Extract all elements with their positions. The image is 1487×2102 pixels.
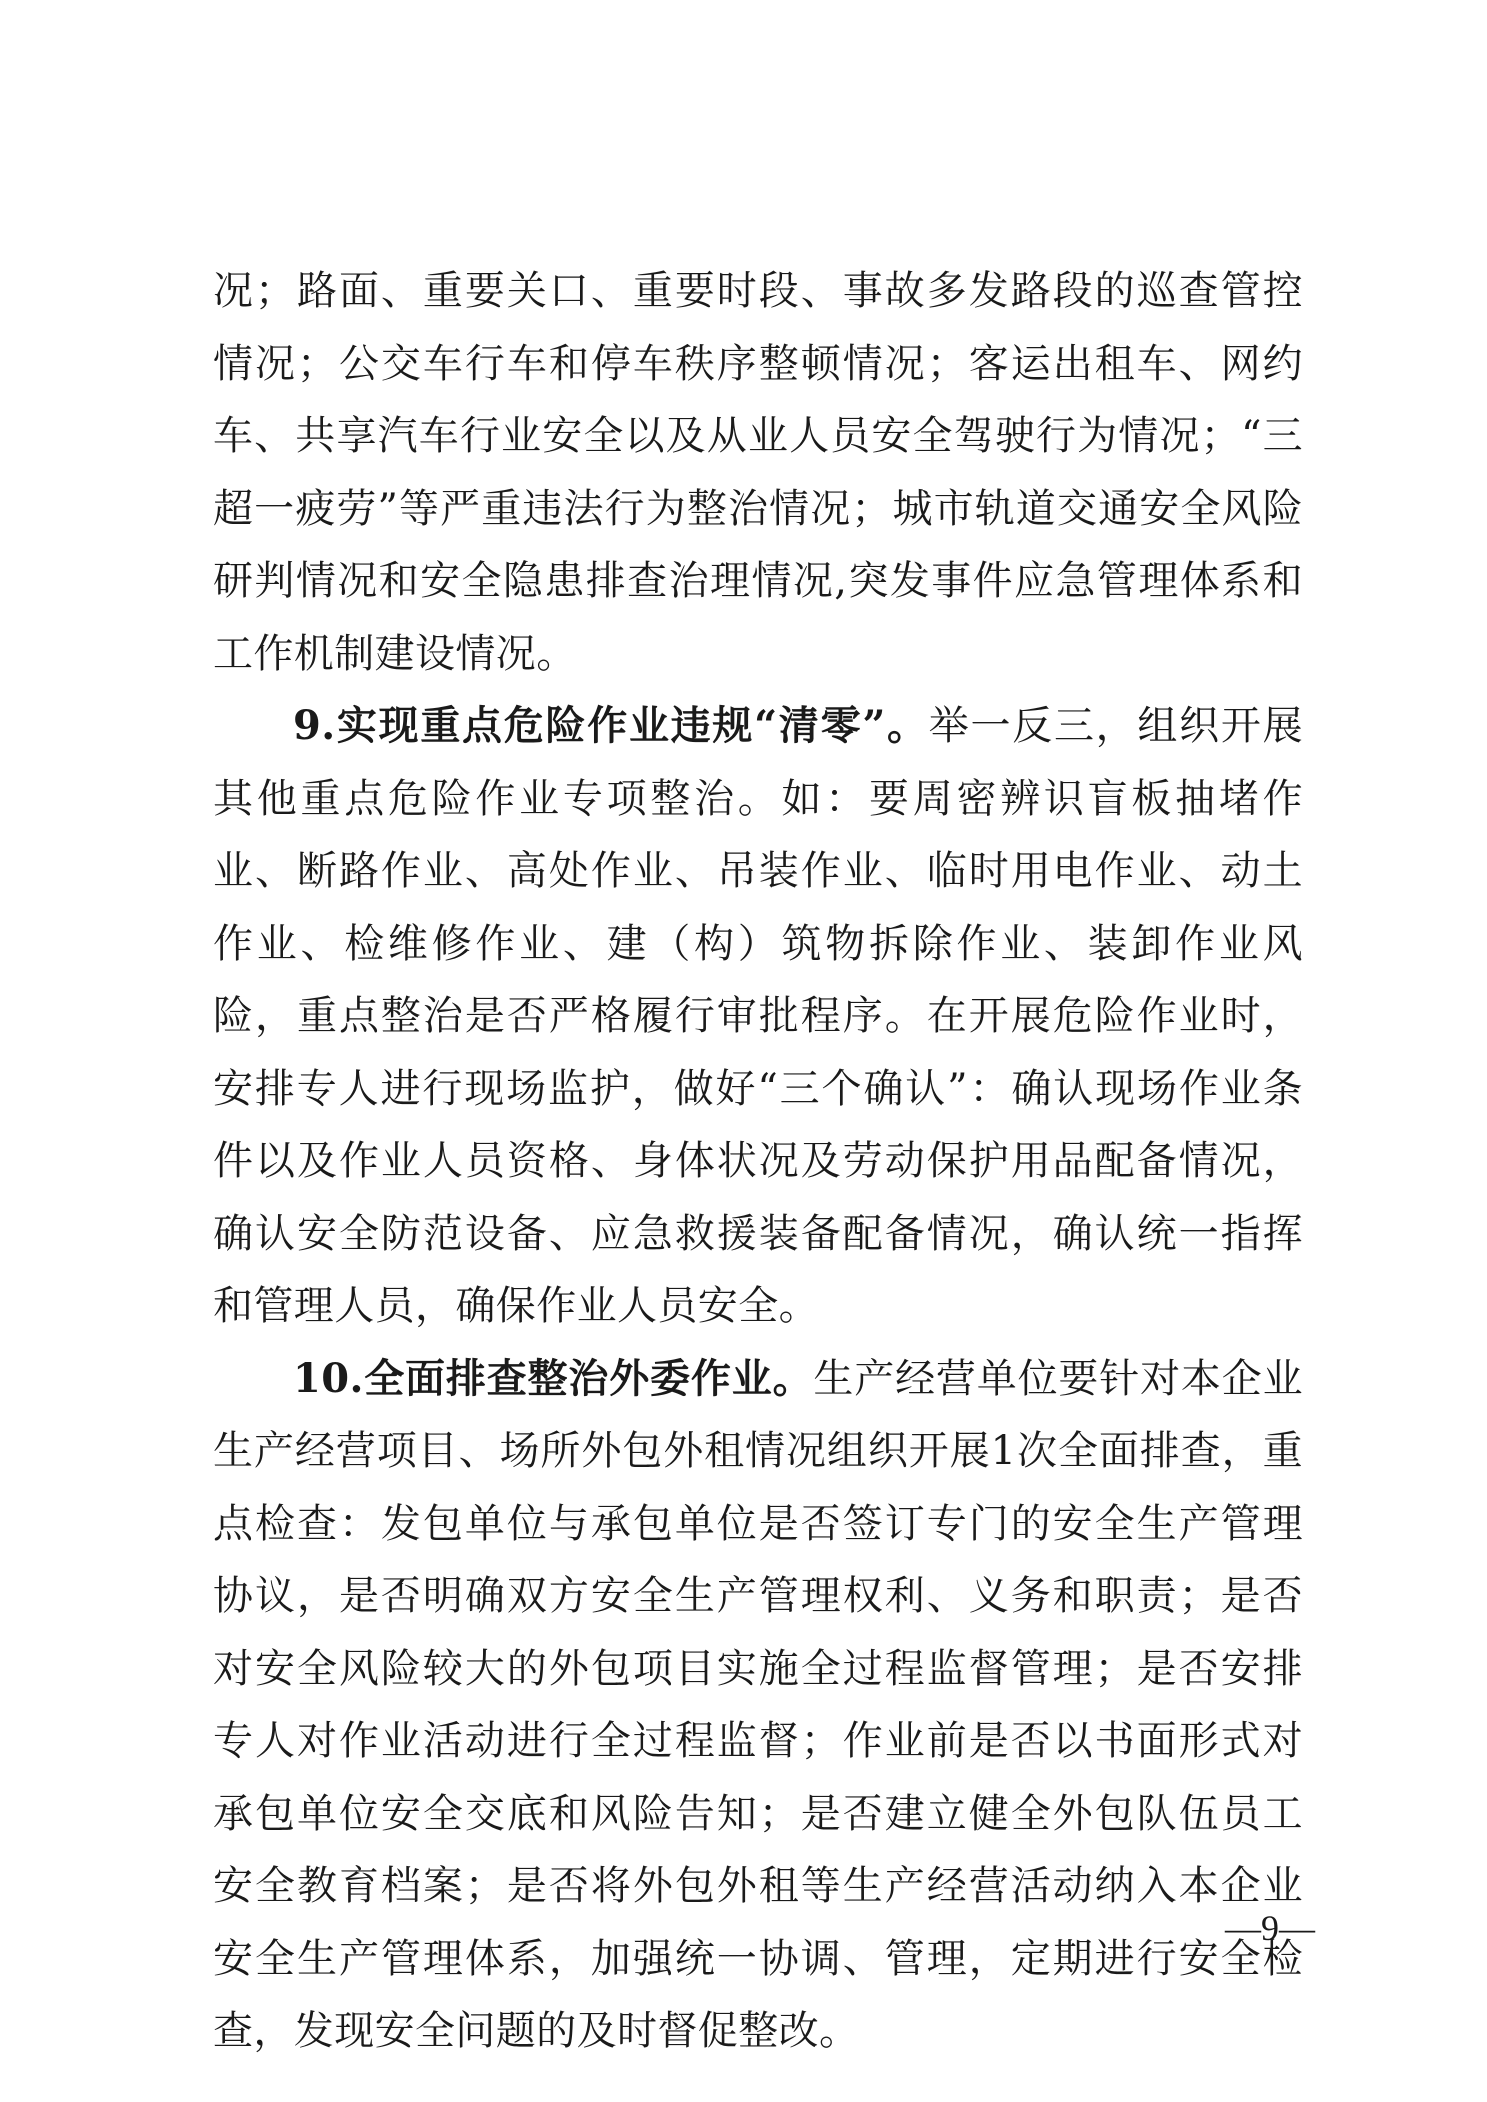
item-10-text: 生产经营单位要针对本企业生产经营项目、场所外包外租情况组织开展1次全面排查，重点检查：发包单位与承包单位是否签订专门的安全生产管理协议，是否明确双方安全生产管理权利、义务和职责；是否对安全风险较大的外包项目实施全过程监督管理；是否安排专人对作业活动进行全过程监督；作业前是否以书面形式对承包单位安全交底和风险告知；是否建立健全外包队伍员工安全教育档案；是否将外包外租等生产经营活动纳入本企业安全生产管理体系，加强统一协调、管理，定期进行安全检查，发现安全问题的及时督促整改。 xyxy=(213,1355,1303,2054)
item-9-heading: 9.实现重点危险作业违规“清零”。 xyxy=(293,702,929,749)
paragraph-text: 况；路面、重要关口、重要时段、事故多发路段的巡查管控情况；公交车行车和停车秩序整顿情况；客运出租车、网约车、共享汽车行业安全以及从业人员安全驾驶行为情况；“三超一疲劳”等严重违法行为整治情况；城市轨道交通安全风险研判情况和安全隐患排查治理情况,突发事件应急管理体系和工作机制建设情况。 xyxy=(213,268,1303,677)
page-number: —9— xyxy=(1225,1908,1315,1948)
body-text xyxy=(213,255,1303,2068)
paragraph-continued xyxy=(213,255,1303,690)
paragraph-item-10 xyxy=(213,1343,1303,2068)
item-10-heading: 10.全面排查整治外委作业。 xyxy=(293,1354,814,1402)
item-9-text: 举一反三，组织开展其他重点危险作业专项整治。如：要周密辨识盲板抽堵作业、断路作业、高处作业、吊装作业、临时用电作业、动土作业、检维修作业、建（构）筑物拆除作业、装卸作业风险，重点整治是否严格履行审批程序。在开展危险作业时，安排专人进行现场监护，做好“三个确认”：确认现场作业条件以及作业人员资格、身体状况及劳动保护用品配备情况，确认安全防范设备、应急救援装备配备情况，确认统一指挥和管理人员，确保作业人员安全。 xyxy=(213,703,1303,1329)
paragraph-item-9 xyxy=(213,690,1303,1343)
